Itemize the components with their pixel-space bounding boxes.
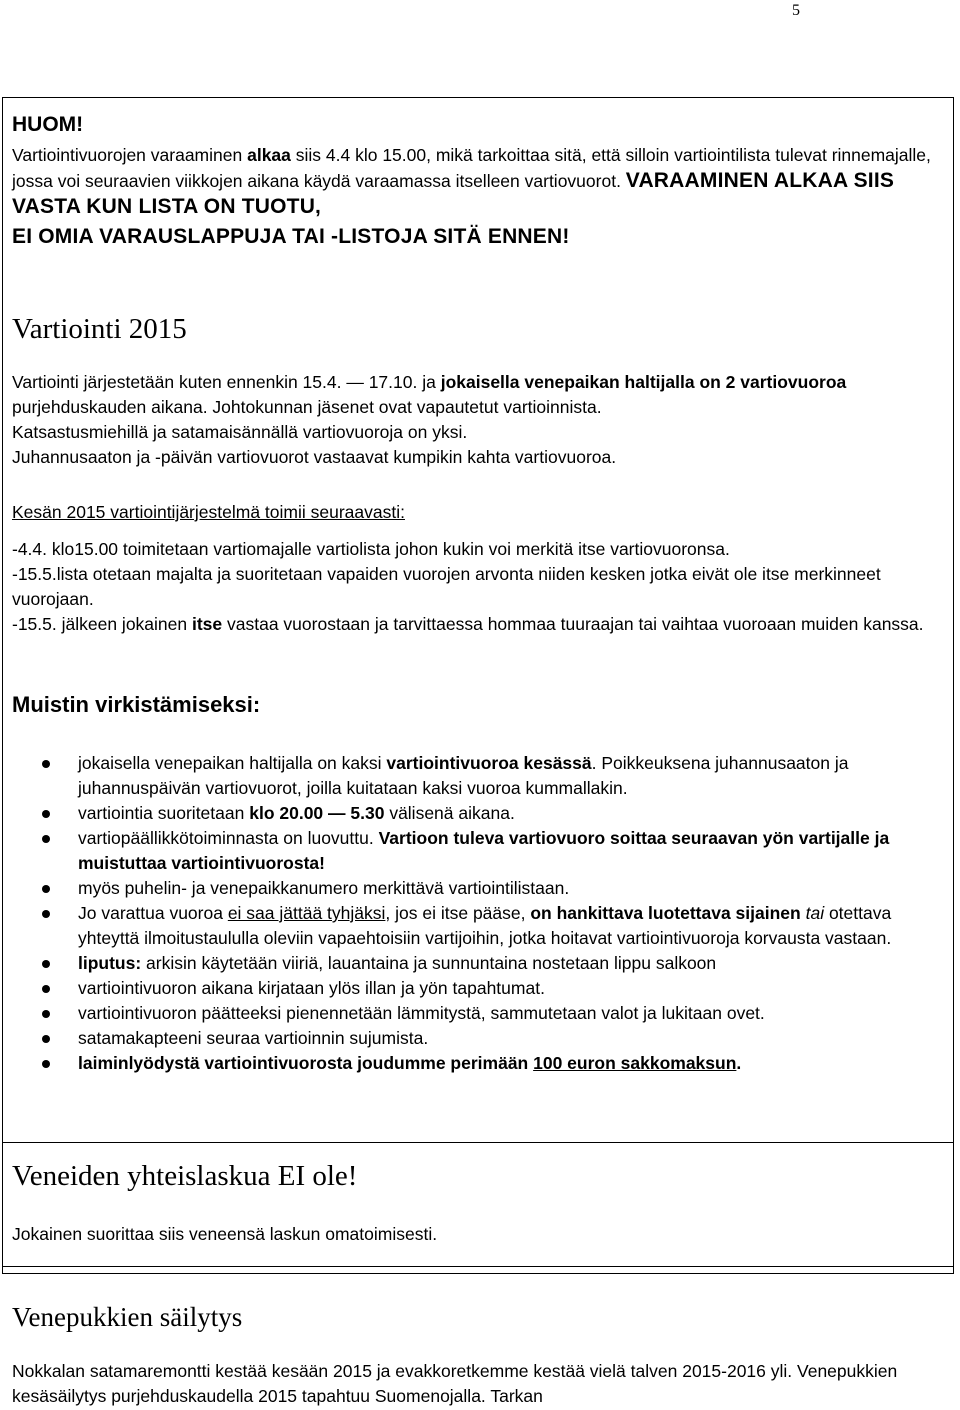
item-italic: tai — [805, 903, 825, 923]
item-text-2: . Poikkeuksena juhannusaaton ja juhannuspäivän vartiovuorot, joilla kuitataan kaksi vuoroa kummallakin. — [78, 753, 849, 798]
vartiointi-line3: Katsastusmiehillä ja satamaisännällä vartiovuoroja on yksi. — [12, 422, 468, 442]
huom-bold: alkaa — [247, 145, 291, 165]
huom-paragraph — [12, 143, 946, 254]
item-bold: on hankittava luotettava sijainen — [530, 903, 801, 923]
system-step-2: -15.5.lista otetaan majalta ja suoritetaan vapaiden vuorojen arvonta niiden kesken jotka eivät ole itse merkinneet vuorojaan. — [12, 564, 881, 609]
vartiointi-text: Vartiointi järjestetään kuten ennenkin 15.4. — 17.10. ja — [12, 372, 441, 392]
item-bold: vartiointivuoroa kesässä — [386, 753, 592, 773]
system-step-1: -4.4. klo15.00 toimitetaan vartiomajalle vartiolista johon kukin voi merkitä itse vartiovuoronsa. — [12, 539, 730, 559]
bullet-icon — [42, 885, 50, 893]
system-heading: Kesän 2015 vartiointijärjestelmä toimii seuraavasti: — [12, 502, 405, 522]
list-item — [12, 1001, 946, 1026]
item-bold: Vartioon tuleva vartiovuoro soittaa seuraavan yön vartijalle ja muistuttaa vartiointivuorosta! — [78, 828, 890, 873]
list-item — [12, 976, 946, 1001]
step3-bold: itse — [191, 614, 223, 634]
muistin-heading: Muistin virkistämiseksi: — [12, 692, 261, 717]
list-item — [12, 1051, 946, 1076]
item-text: myös puhelin- ja venepaikkanumero merkittävä vartiointilistaan. — [78, 878, 570, 898]
huom-caps-1: VARAAMINEN ALKAA SIIS VASTA KUN LISTA ON TUOTU, — [12, 169, 895, 218]
system-steps — [12, 537, 946, 637]
pukit-text: Nokkalan satamaremontti kestää kesään 2015 ja evakkoretkemme kestää vielä talven 2015-2016 yli. Venepukkien kesäsäilytys purjehduskaudella 2015 tapahtuu Suomenojalla. Tarkan — [12, 1361, 898, 1406]
item-text: Jo varattua vuoroa — [78, 903, 228, 923]
bullet-icon — [42, 1060, 50, 1068]
system-step-3 — [12, 612, 946, 637]
item-bold: laiminlyödystä vartiointivuorosta joudumme perimään — [78, 1053, 534, 1073]
item-text-3: otettava yhteyttä ilmoitustaululla oleviin vapaehtoisiin vartijoihin, jotka hoitavat vartiointivuoroja korvausta vastaan. — [78, 903, 892, 948]
reminder-list — [12, 751, 946, 1076]
item-text: jokaisella venepaikan haltijalla on kaksi — [78, 753, 387, 773]
page-number: 5 — [792, 2, 800, 19]
lasku-text: Jokainen suorittaa siis veneensä laskun omatoimisesti. — [12, 1224, 438, 1244]
item-bold-underline: 100 euron sakkomaksun — [533, 1053, 737, 1073]
list-item — [12, 801, 946, 826]
list-item — [12, 876, 946, 901]
list-item — [12, 901, 946, 951]
lasku-heading: Veneiden yhteislaskua EI ole! — [12, 1160, 358, 1192]
item-underline: ei saa jättää tyhjäksi — [227, 903, 386, 923]
bullet-icon — [42, 985, 50, 993]
step3-text: -15.5. jälkeen jokainen — [12, 614, 192, 634]
vartiointi-bold: jokaisella venepaikan haltijalla on 2 vartiovuoroa — [440, 372, 847, 392]
vartiointi-paragraph — [12, 370, 946, 470]
notice-box — [2, 97, 954, 1267]
item-bold: klo 20.00 — 5.30 — [249, 803, 385, 823]
bullet-icon — [42, 1010, 50, 1018]
bullet-icon — [42, 835, 50, 843]
vartiointi-text-2: purjehduskauden aikana. Johtokunnan jäsenet ovat vapautetut vartioinnista. — [12, 397, 602, 417]
item-text-2: välisenä aikana. — [384, 803, 515, 823]
list-item — [12, 826, 946, 876]
item-bold-2: . — [736, 1053, 742, 1073]
item-text: vartiointivuoron päätteeksi pienennetään lämmitystä, sammutetaan valot ja lukitaan ovet. — [78, 1003, 765, 1023]
huom-caps-2: EI OMIA VARAUSLAPPUJA TAI -LISTOJA SITÄ ENNEN! — [12, 225, 570, 248]
list-item — [12, 951, 946, 976]
item-text: vartiopäällikkötoiminnasta on luovuttu. — [78, 828, 379, 848]
bullet-icon — [42, 760, 50, 768]
huom-text-2: siis 4.4 klo 15.00, mikä tarkoittaa sitä, että silloin vartiointilista tulevat rinnemajalle, jossa voi seuraavien viikkojen aikana käydä varaamassa itselleen vartiovuorot. — [12, 145, 931, 191]
bullet-icon — [42, 810, 50, 818]
item-text: vartiointivuoron aikana kirjataan ylös illan ja yön tapahtumat. — [78, 978, 545, 998]
list-item — [12, 1026, 946, 1051]
huom-text: Vartiointivuorojen varaaminen — [12, 145, 248, 165]
item-text: vartiointia suoritetaan — [78, 803, 250, 823]
item-text: arkisin käytetään viiriä, lauantaina ja sunnuntaina nostetaan lippu salkoon — [141, 953, 717, 973]
list-item — [12, 751, 946, 801]
bullet-icon — [42, 1035, 50, 1043]
bullet-icon — [42, 960, 50, 968]
vartiointi-line4: Juhannusaaton ja -päivän vartiovuorot vastaavat kumpikin kahta vartiovuoroa. — [12, 447, 617, 467]
pukit-heading: Venepukkien säilytys — [12, 1302, 243, 1332]
bullet-icon — [42, 910, 50, 918]
huom-title: HUOM! — [12, 113, 84, 136]
step3-text-2: vastaa vuorostaan ja tarvittaessa hommaa tuuraajan tai vaihtaa vuoroaan muiden kanssa. — [222, 614, 924, 634]
item-bold: liputus: — [78, 953, 142, 973]
item-text-2: , jos ei itse pääse, — [385, 903, 531, 923]
vartiointi-heading: Vartiointi 2015 — [12, 313, 187, 345]
item-text: satamakapteeni seuraa vartioinnin sujumista. — [78, 1028, 429, 1048]
